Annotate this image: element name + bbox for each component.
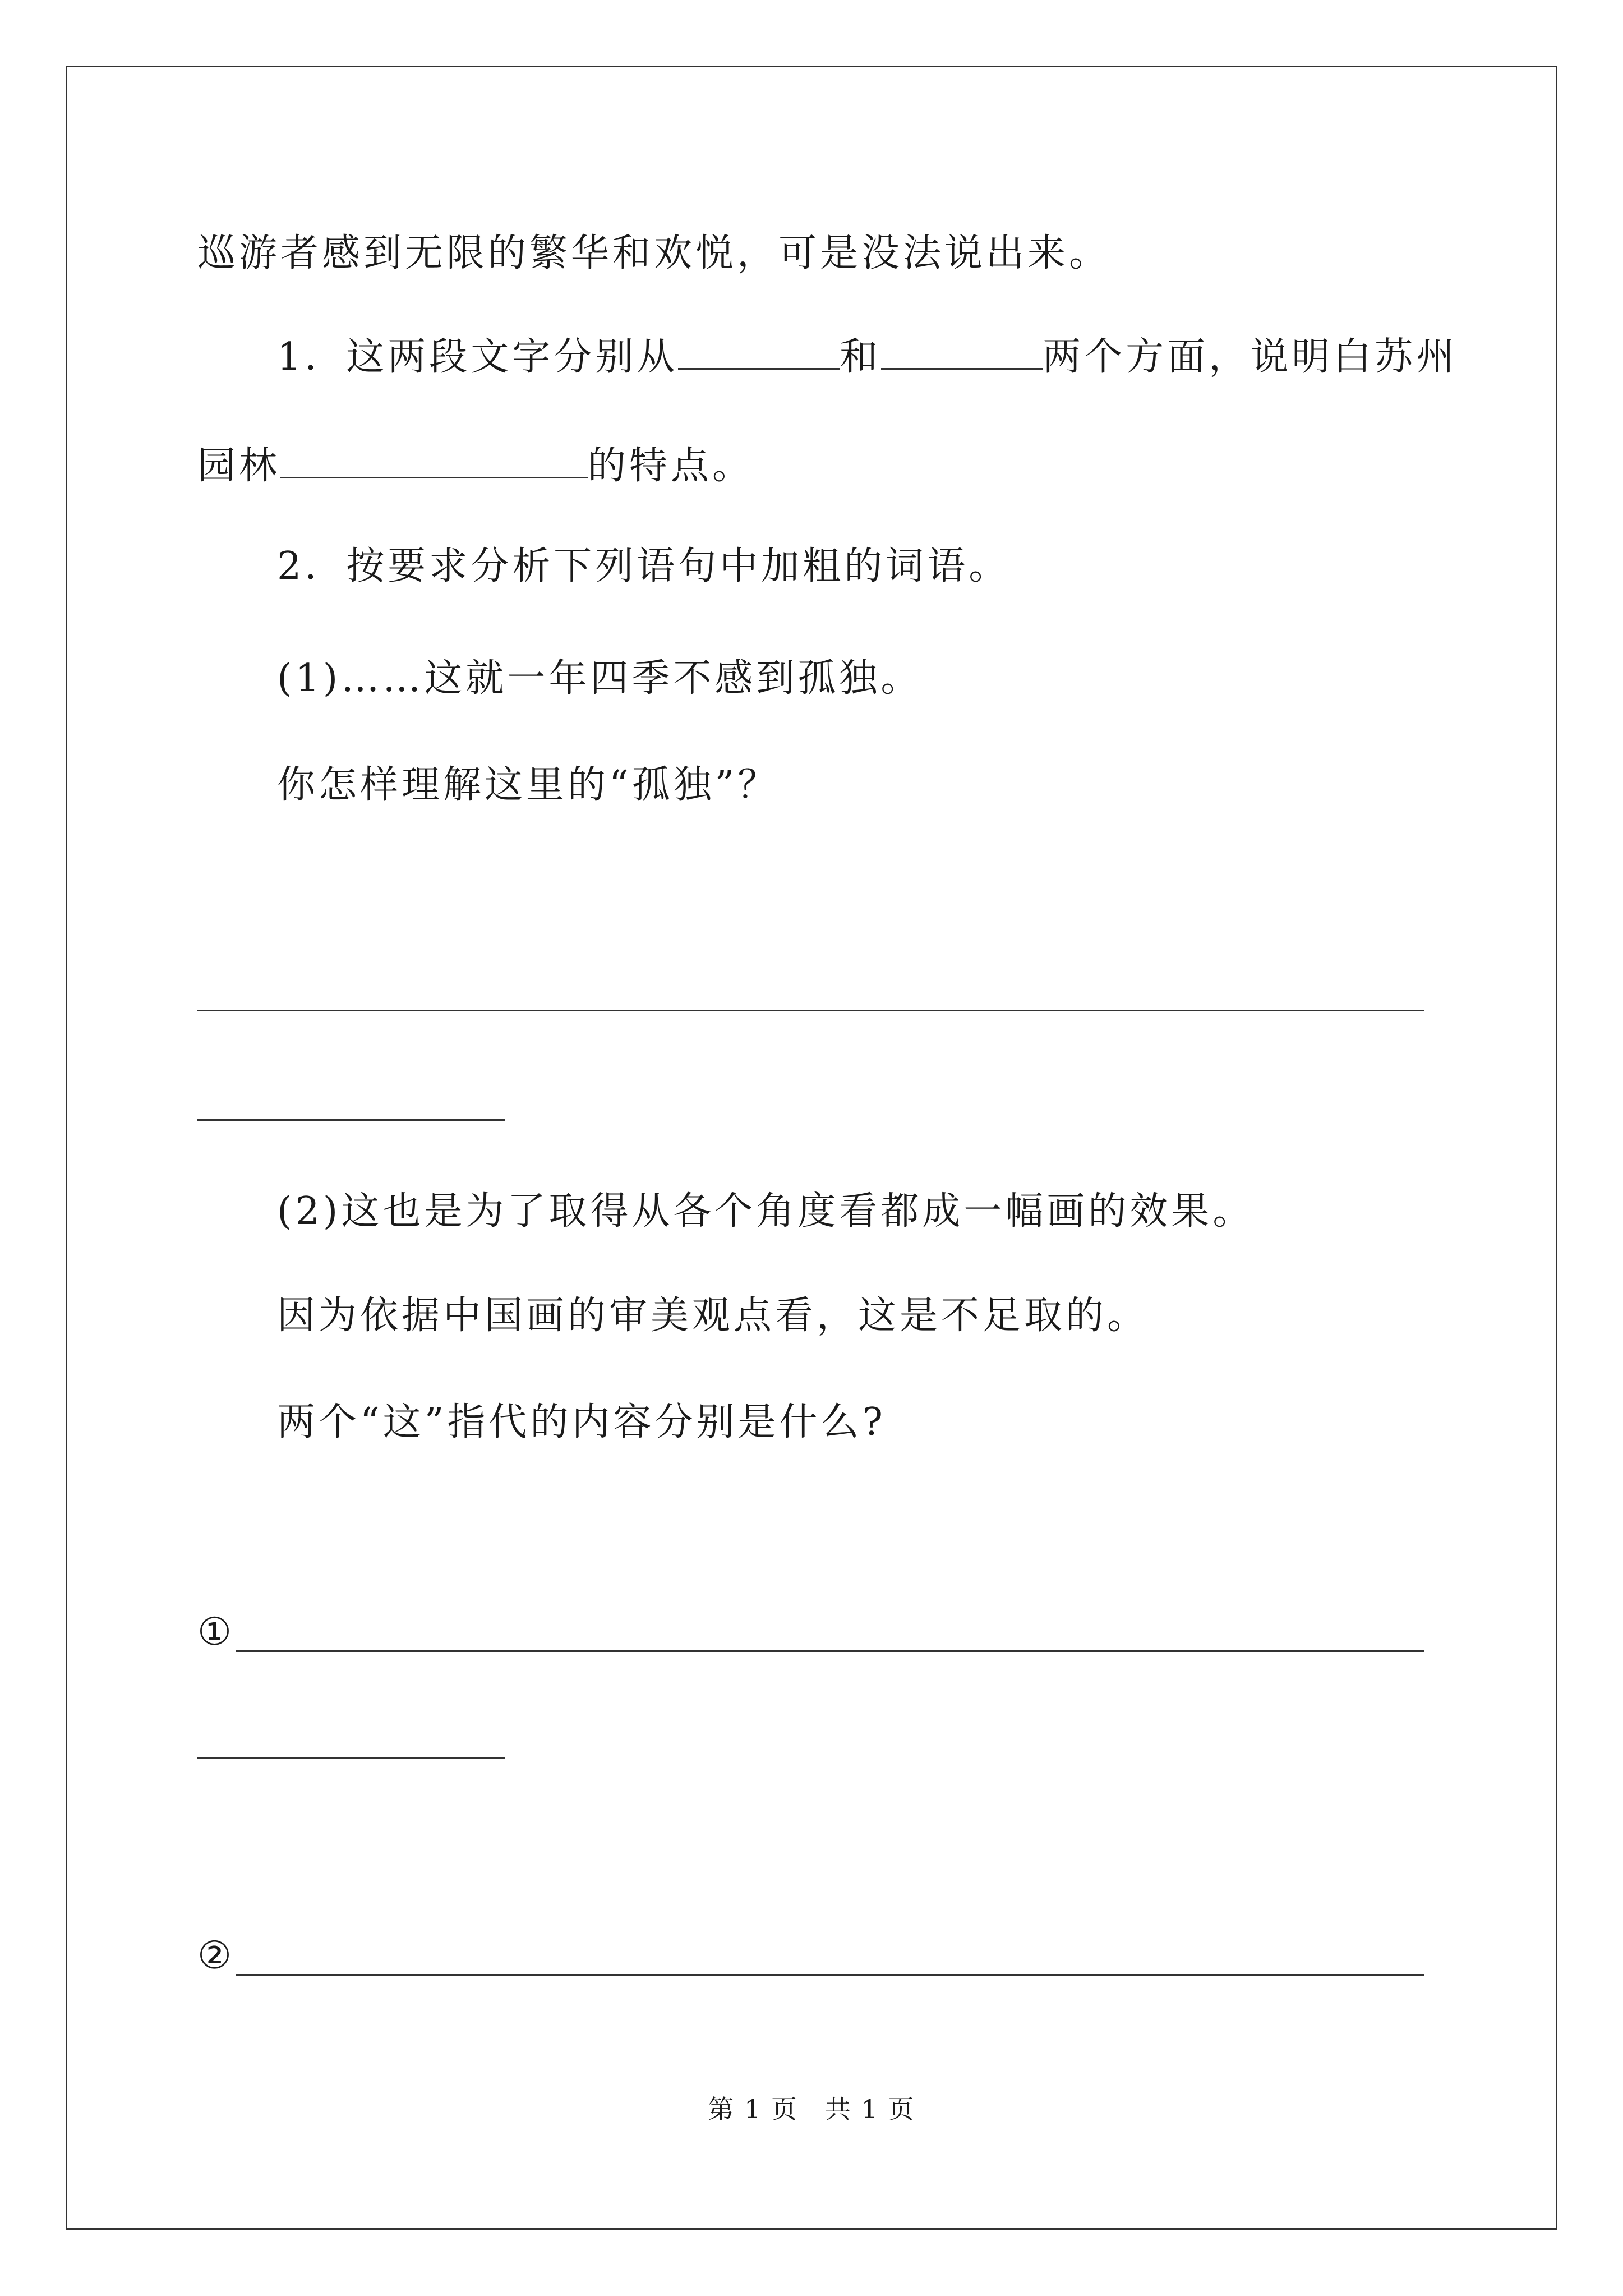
question-1-line — [277, 335, 1458, 380]
question-2-text: 2．按要求分析下列语句中加粗的词语。 — [277, 544, 1011, 588]
answer-blank-3[interactable] — [280, 445, 588, 478]
answer-line-1-a[interactable] — [236, 1650, 1424, 1652]
answer-blank-2[interactable] — [881, 337, 1043, 370]
paragraph-text: 巡游者感到无限的繁华和欢悦，可是没法说出来。 — [197, 231, 1111, 275]
answer-line-2-a[interactable] — [236, 1974, 1424, 1976]
answer-marker-2: ② — [197, 1934, 235, 1978]
answer-marker-1: ① — [197, 1610, 235, 1654]
question-2-2-sentence-2: 因为依据中国画的审美观点看，这是不足取的。 — [277, 1294, 1149, 1338]
question-2-2-sentence: (2)这也是为了取得从各个角度看都成一幅画的效果。 — [277, 1189, 1255, 1234]
question-1-line-2 — [197, 444, 754, 489]
question-1-connector: 和 — [840, 335, 882, 379]
answer-blank-1[interactable] — [678, 337, 840, 370]
page-frame — [66, 66, 1557, 2230]
question-2-1-sentence: (1)……这就一年四季不感到孤独。 — [277, 656, 923, 701]
answer-line-2-1-a[interactable] — [197, 1010, 1424, 1011]
question-1-text-end: 两个方面，说明白苏州 — [1043, 335, 1458, 379]
question-2-2-prompt: 两个“这”指代的内容分别是什么? — [277, 1400, 886, 1444]
question-1-text-tail: 的特点。 — [588, 444, 754, 488]
question-2-1-prompt: 你怎样理解这里的“孤独”？ — [277, 763, 780, 807]
question-1-text: 1．这两段文字分别从 — [277, 335, 679, 379]
question-1-text-cont: 园林 — [197, 444, 281, 488]
page-footer: 第 1 页 共 1 页 — [708, 2094, 915, 2124]
answer-line-2-1-b[interactable] — [197, 1119, 505, 1121]
answer-line-1-b[interactable] — [197, 1757, 505, 1759]
